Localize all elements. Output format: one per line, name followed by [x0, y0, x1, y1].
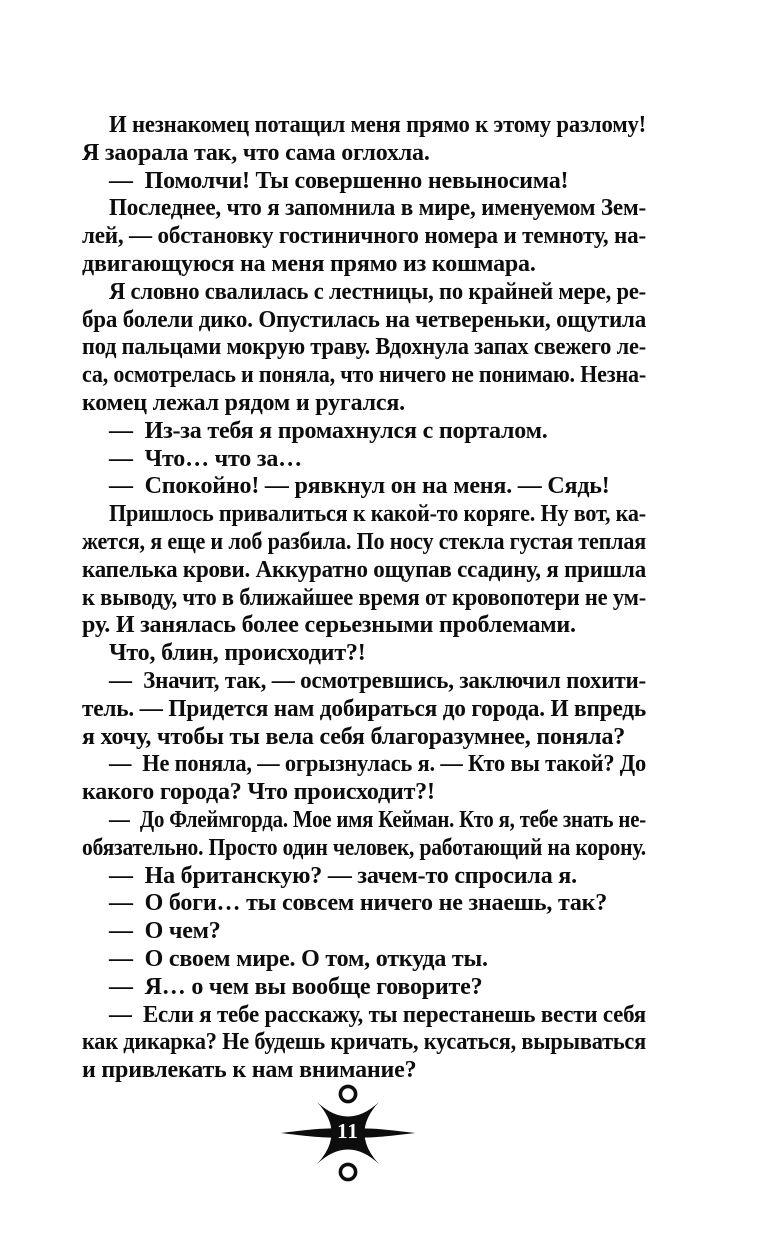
text-line: — О своем мире. О том, откуда ты.: [109, 945, 488, 972]
text-line: комец лежал рядом и ругался.: [82, 389, 405, 416]
text-line: са, осмотрелась и поняла, что ничего не понимаю. Незна-: [82, 362, 646, 389]
text-line: капелька крови. Аккуратно ощупав ссадину, я пришла: [82, 556, 646, 583]
text-line: лей, — обстановку гостиничного номера и темноту, на-: [82, 223, 646, 250]
text-line: — Значит, так, — осмотревшись, заключил похити-: [109, 667, 646, 694]
text-line: обязательно. Просто один человек, работающий на корону.: [82, 834, 646, 861]
ornament-ring-bottom-icon: [340, 1164, 355, 1179]
text-line: Я словно свалилась с лестницы, по крайней мере, ре-: [109, 278, 646, 305]
text-line: Пришлось привалиться к какой-то коряге. Ну вот, ка-: [109, 501, 646, 528]
ornament-ring-top-icon: [340, 1086, 355, 1101]
text-line: — На британскую? — зачем-то спросила я.: [109, 862, 577, 889]
text-line: — До Флеймгорда. Мое имя Кейман. Кто я, тебе знать не-: [109, 806, 646, 833]
text-line: бра болели дико. Опустилась на четвереньки, ощутила: [82, 306, 646, 333]
text-line: И незнакомец потащил меня прямо к этому разлому!: [109, 112, 646, 138]
text-line: я хочу, чтобы ты вела себя благоразумнее, поняла?: [82, 723, 626, 750]
text-line: тель. — Придется нам добираться до города. И впредь: [82, 695, 646, 722]
text-line: к выводу, что в ближайшее время от кровопотери не ум-: [82, 584, 646, 611]
text-line: жется, я еще и лоб разбила. По носу стекла густая теплая: [82, 528, 646, 555]
text-line: — Не поняла, — огрызнулась я. — Кто вы такой? До: [109, 751, 646, 778]
text-line: Последнее, что я запомнила в мире, именуемом Зем-: [109, 195, 646, 222]
text-line: — Спокойно! — рявкнул он на меня. — Сядь!: [109, 473, 610, 500]
text-line: ру. И занялась более серьезными проблемами.: [82, 612, 576, 639]
text-line: — О чем?: [109, 918, 221, 945]
text-line: — О боги… ты совсем ничего не знаешь, так?: [109, 890, 608, 917]
page-number: 11: [337, 1119, 359, 1143]
text-line: — Если я тебе расскажу, ты перестанешь вести себя: [109, 1001, 646, 1028]
text-line: Что, блин, происходит?!: [109, 640, 366, 667]
text-line: — Что… что за…: [109, 445, 302, 472]
text-line: двигающуюся на меня прямо из кошмара.: [82, 250, 536, 277]
page-number-ornament: [278, 1082, 418, 1184]
text-line: какого города? Что происходит?!: [82, 779, 435, 806]
text-line: — Помолчи! Ты совершенно невыносима!: [109, 167, 569, 194]
text-line: — Я… о чем вы вообще говорите?: [109, 973, 483, 1000]
text-line: Я заорала так, что сама оглохла.: [82, 139, 430, 166]
text-line: под пальцами мокрую траву. Вдохнула запах свежего ле-: [82, 334, 646, 361]
page-text: [82, 112, 646, 1085]
text-line: и привлекать к нам внимание?: [82, 1057, 417, 1084]
text-line: — Из-за тебя я промахнулся с порталом.: [109, 417, 548, 444]
text-line: как дикарка? Не будешь кричать, кусаться, вырываться: [82, 1029, 646, 1056]
